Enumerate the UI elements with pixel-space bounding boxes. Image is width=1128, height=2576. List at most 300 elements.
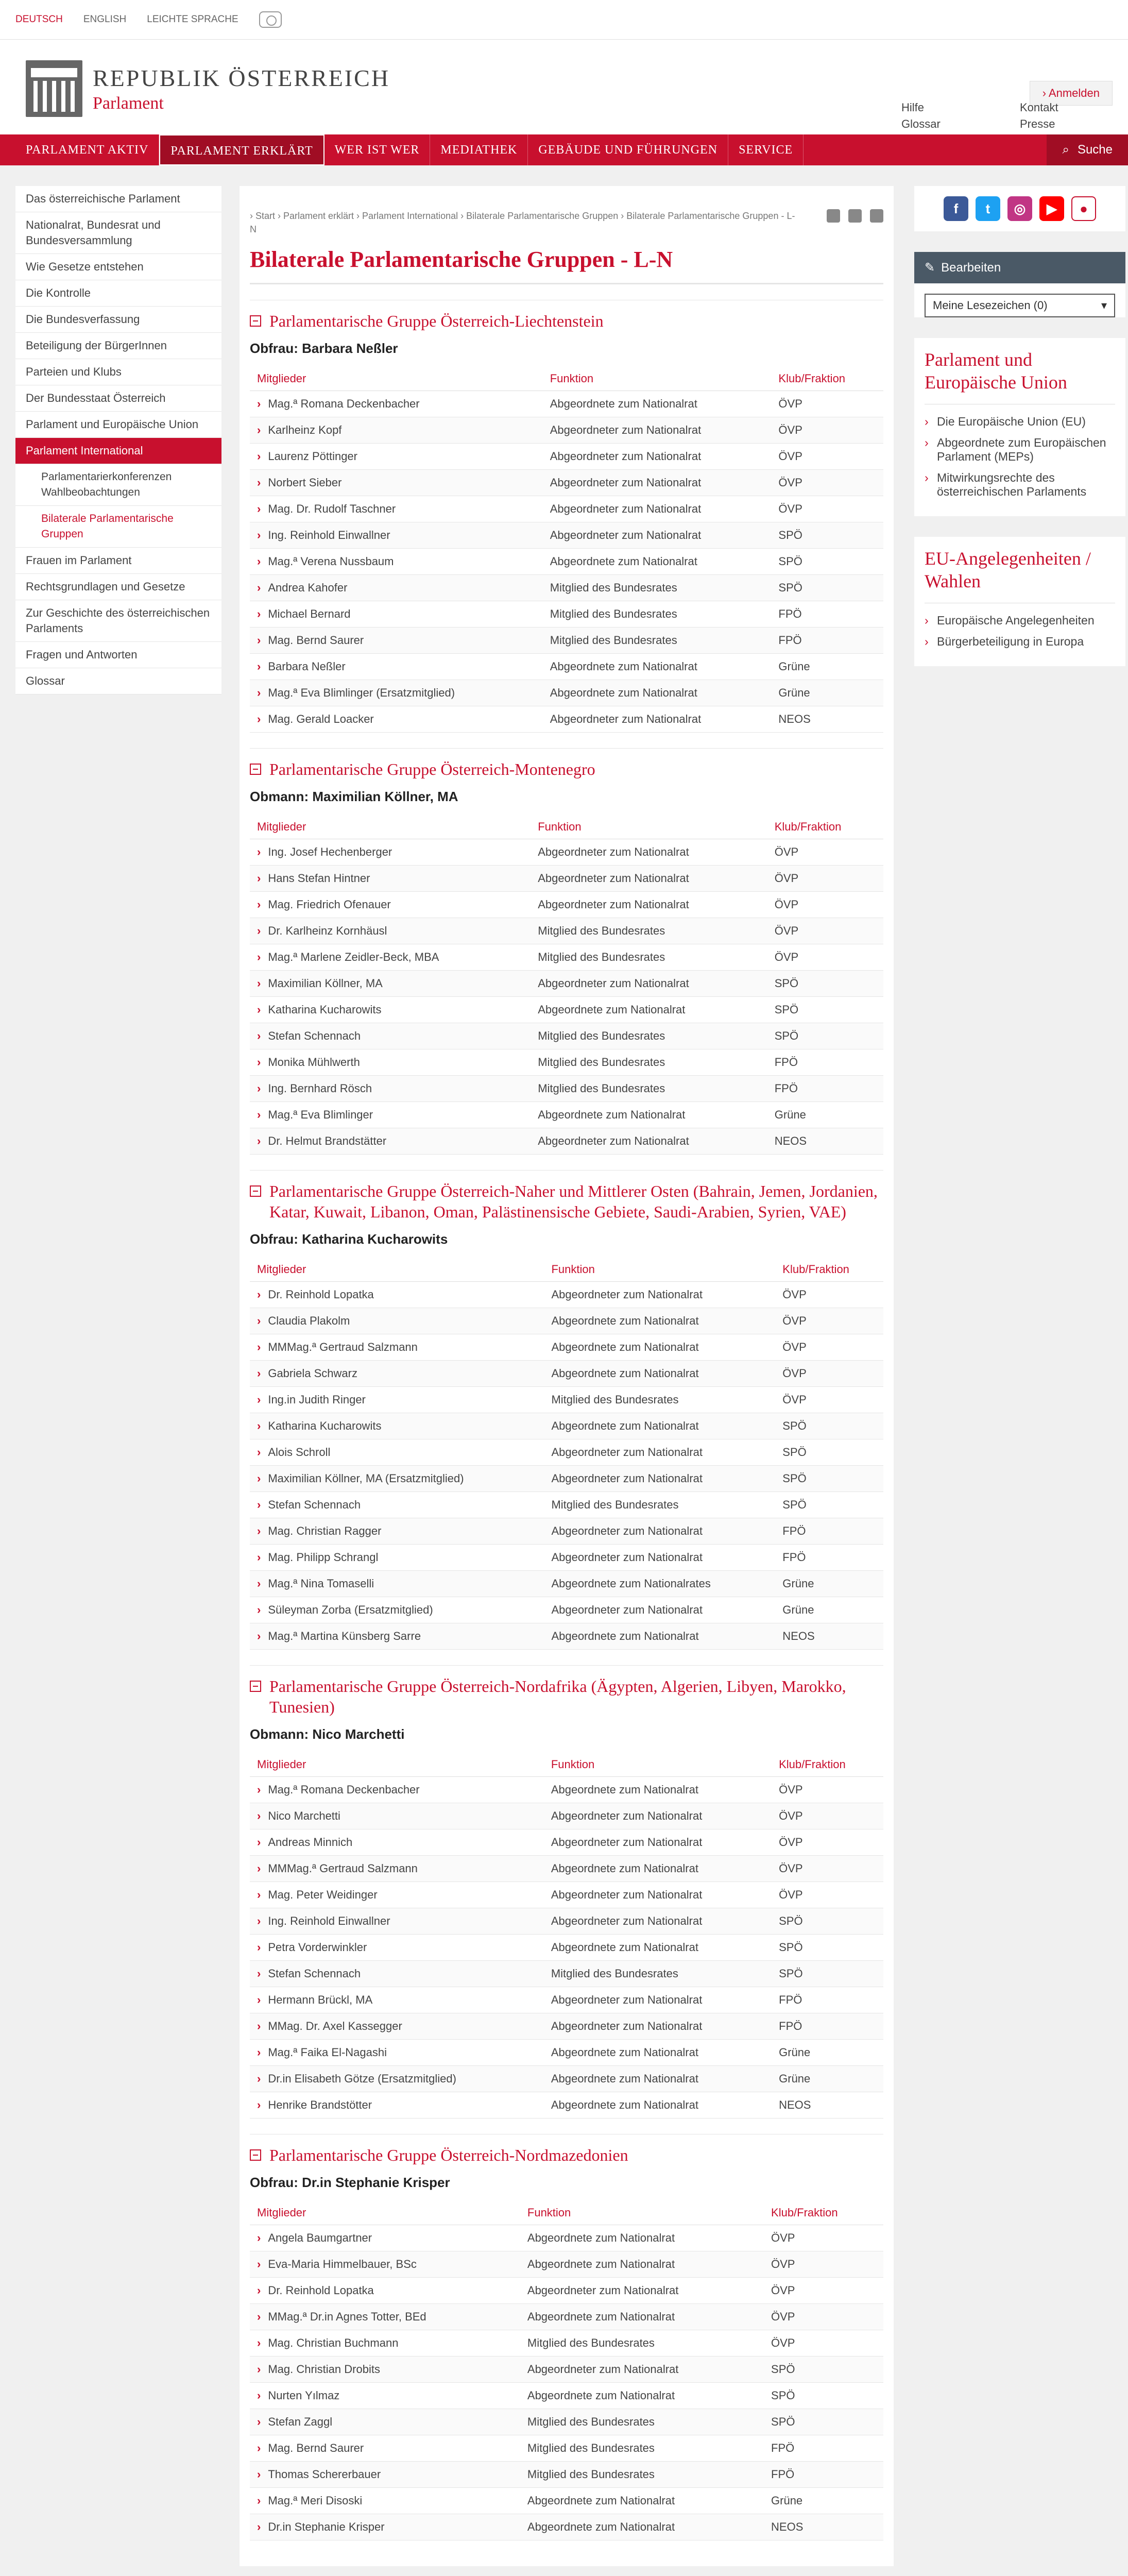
member-name[interactable]: › Alois Schroll [250,1439,544,1466]
member-club: ÖVP [767,866,883,892]
sign-language-icon[interactable] [259,11,282,28]
social-box [914,186,1125,231]
members-table [250,1258,883,1650]
member-name[interactable]: › Stefan Schennach [250,1961,544,1987]
table-row [250,1308,883,1334]
member-name[interactable]: › Dr. Helmut Brandstätter [250,1128,531,1155]
member-name[interactable]: › Nico Marchetti [250,1803,544,1829]
member-club: SPÖ [764,2409,883,2435]
table-row [250,1102,883,1128]
login-button[interactable]: › Anmelden [1030,81,1113,106]
collapse-icon[interactable] [250,764,261,775]
member-function: Abgeordnete zum Nationalrat [520,2251,764,2278]
member-function: Abgeordneter zum Nationalrat [543,417,772,444]
sidebar-item[interactable]: Die Bundesverfassung [15,307,221,333]
member-club: ÖVP [767,944,883,971]
member-function: Mitglied des Bundesrates [543,601,772,628]
member-function: Abgeordnete zum Nationalrat [544,1334,775,1361]
table-row [250,944,883,971]
group-chair: Obfrau: Katharina Kucharowits [250,1231,448,1247]
member-name[interactable]: › Henrike Brandstötter [250,2092,544,2119]
sidebar-item[interactable]: Glossar [15,668,221,694]
nav-wer-ist-wer[interactable]: WER IST WER [324,134,431,165]
member-name[interactable]: › Ing. Reinhold Einwallner [250,522,543,549]
nav-service[interactable]: SERVICE [728,134,804,165]
sidebar-item[interactable]: Fragen und Antworten [15,642,221,668]
col-header-club[interactable]: Klub/Fraktion [775,1258,883,1282]
group-chair: Obmann: Maximilian Köllner, MA [250,789,458,804]
member-name[interactable]: › Ing. Bernhard Rösch [250,1076,531,1102]
member-function: Abgeordneter zum Nationalrat [543,470,772,496]
nav-gebaeude[interactable]: GEBÄUDE UND FÜHRUNGEN [528,134,728,165]
search-icon: ⌕ [1062,143,1069,157]
member-name[interactable]: › Mag. Christian Buchmann [250,2330,520,2357]
bookmarks-box [914,252,1125,317]
member-name[interactable]: › Eva-Maria Himmelbauer, BSc [250,2251,520,2278]
member-name[interactable]: › Hans Stefan Hintner [250,866,531,892]
member-club: ÖVP [764,2251,883,2278]
member-function: Abgeordneter zum Nationalrat [544,1882,772,1908]
help-link[interactable]: Hilfe [901,101,925,114]
member-name[interactable]: › Dr.in Stephanie Krisper [250,2514,520,2540]
table-row [250,1413,883,1439]
group-title-text: Parlamentarische Gruppe Österreich-Nordmazedonien [269,2146,628,2164]
member-function: Abgeordneter zum Nationalrat [543,522,772,549]
table-row [250,601,883,628]
member-name[interactable]: › Andrea Kahofer [250,575,543,601]
edit-label: Bearbeiten [941,260,1001,275]
col-header-members[interactable]: Mitglieder [250,815,531,839]
col-header-club[interactable]: Klub/Fraktion [767,815,883,839]
logo-subtitle: Parlament [93,93,164,113]
member-club: Grüne [775,1597,883,1623]
table-row [250,1492,883,1518]
member-name[interactable]: › Mag.ª Romana Deckenbacher [250,391,543,417]
sidebar [15,186,221,694]
member-name[interactable]: › Thomas Schererbauer [250,2462,520,2488]
search-label: Suche [1077,143,1113,157]
member-function: Abgeordneter zum Nationalrat [544,1987,772,2013]
table-row [250,1882,883,1908]
sidebar-subitem-current[interactable]: Bilaterale Parlamentarische Gruppen [15,506,221,548]
twitter-icon[interactable]: t [976,196,1000,221]
table-row [250,1961,883,1987]
member-club: ÖVP [767,918,883,944]
table-row [250,1439,883,1466]
member-club: Grüne [772,2040,883,2066]
member-function: Abgeordneter zum Nationalrat [544,1908,772,1935]
member-function: Abgeordneter zum Nationalrat [520,2357,764,2383]
breadcrumb[interactable]: › Start › Parlament erklärt › Parlament International › Bilaterale Parlamentarische Gruppen › Bilaterale Parlamentarische Gruppen - L-N [250,211,795,234]
table-row [250,1361,883,1387]
groups-container [250,300,883,2540]
lang-deutsch[interactable]: DEUTSCH [15,14,63,25]
member-name[interactable]: › Katharina Kucharowits [250,1413,544,1439]
youtube-icon[interactable]: ▶ [1039,196,1064,221]
col-header-club[interactable]: Klub/Fraktion [772,1753,883,1777]
parliament-logo-icon [26,60,82,117]
member-name[interactable]: › Michael Bernard [250,601,543,628]
member-function: Abgeordneter zum Nationalrat [543,444,772,470]
member-function: Mitglied des Bundesrates [531,1076,767,1102]
member-function: Abgeordnete zum Nationalrat [544,1856,772,1882]
member-function: Mitglied des Bundesrates [520,2435,764,2462]
eu-affairs-link[interactable]: › Bürgerbeteiligung in Europa [925,635,1115,649]
eu-link[interactable]: › Abgeordnete zum Europäischen Parlament (MEPs) [925,436,1115,464]
member-club: SPÖ [775,1466,883,1492]
member-function: Abgeordnete zum Nationalrat [531,997,767,1023]
member-name[interactable]: › Dr. Reinhold Lopatka [250,2278,520,2304]
bookmark-icon[interactable] [870,209,883,223]
member-name[interactable]: › Mag.ª Faika El-Nagashi [250,2040,544,2066]
member-name[interactable]: › Mag.ª Nina Tomaselli [250,1571,544,1597]
member-name[interactable]: › MMMag.ª Gertraud Salzmann [250,1334,544,1361]
member-name[interactable]: › MMMag.ª Gertraud Salzmann [250,1856,544,1882]
sidebar-subitem[interactable]: Parlamentarierkonferenzen Wahlbeobachtungen [15,464,221,506]
sidebar-item[interactable]: Beteiligung der BürgerInnen [15,333,221,359]
member-function: Abgeordnete zum Nationalrat [520,2225,764,2251]
member-function: Abgeordneter zum Nationalrat [544,1282,775,1308]
table-row [250,444,883,470]
sidebar-item[interactable]: Der Bundesstaat Österreich [15,385,221,412]
eu-link[interactable]: › Die Europäische Union (EU) [925,415,1115,429]
member-function: Mitglied des Bundesrates [543,575,772,601]
share-icon[interactable] [848,209,862,223]
logo[interactable] [26,60,390,117]
table-row [250,997,883,1023]
member-club: SPÖ [771,549,883,575]
members-table [250,2201,883,2540]
member-club: ÖVP [771,417,883,444]
table-row [250,1023,883,1049]
member-name[interactable]: › Dr. Reinhold Lopatka [250,1282,544,1308]
member-club: SPÖ [764,2383,883,2409]
member-name[interactable]: › Hermann Brückl, MA [250,1987,544,2013]
sidebar-item[interactable]: Rechtsgrundlagen und Gesetze [15,574,221,600]
member-name[interactable]: › Katharina Kucharowits [250,997,531,1023]
member-club: ÖVP [772,1856,883,1882]
member-club: SPÖ [771,522,883,549]
member-name[interactable]: › Maximilian Köllner, MA (Ersatzmitglied) [250,1466,544,1492]
member-function: Abgeordnete zum Nationalrates [544,1571,775,1597]
table-row [250,654,883,680]
collapse-icon[interactable] [250,315,261,327]
login-label: Anmelden [1048,87,1100,99]
member-function: Mitglied des Bundesrates [543,628,772,654]
member-name[interactable]: › Dr. Karlheinz Kornhäusl [250,918,531,944]
member-name[interactable]: › Angela Baumgartner [250,2225,520,2251]
member-function: Mitglied des Bundesrates [520,2462,764,2488]
member-function: Abgeordnete zum Nationalrat [520,2383,764,2409]
table-row [250,628,883,654]
member-club: FPÖ [772,1987,883,2013]
member-club: ÖVP [775,1308,883,1334]
member-function: Abgeordnete zum Nationalrat [544,1413,775,1439]
sidebar-item[interactable]: Nationalrat, Bundesrat und Bundesversammlung [15,212,221,254]
member-name[interactable]: › MMag. Dr. Axel Kassegger [250,2013,544,2040]
eu-affairs-title: EU-Angelegenheiten / Wahlen [925,547,1115,603]
sidebar-item[interactable]: Wie Gesetze entstehen [15,254,221,280]
member-function: Abgeordnete zum Nationalrat [544,2066,772,2092]
main-content [240,186,894,2566]
member-name[interactable]: › Stefan Zaggl [250,2409,520,2435]
member-function: Abgeordnete zum Nationalrat [520,2514,764,2540]
table-row [250,2357,883,2383]
table-row [250,839,883,866]
member-name[interactable]: › Stefan Schennach [250,1492,544,1518]
member-club: NEOS [767,1128,883,1155]
member-function: Abgeordneter zum Nationalrat [531,1128,767,1155]
member-name[interactable]: › Nurten Yılmaz [250,2383,520,2409]
group-chair: Obfrau: Barbara Neßler [250,341,398,356]
member-function: Abgeordnete zum Nationalrat [544,1308,775,1334]
member-function: Abgeordnete zum Nationalrat [543,391,772,417]
table-row [250,1282,883,1308]
sidebar-item[interactable]: Die Kontrolle [15,280,221,307]
member-name[interactable]: › Claudia Plakolm [250,1308,544,1334]
col-header-function[interactable]: Funktion [543,367,772,391]
sidebar-item-parlament-international[interactable]: Parlament International [15,438,221,464]
table-row [250,1987,883,2013]
group-title-text: Parlamentarische Gruppe Österreich-Nordafrika (Ägypten, Algerien, Libyen, Marokko, Tunesien) [269,1677,846,1716]
member-name[interactable]: › Mag. Peter Weidinger [250,1882,544,1908]
sidebar-item[interactable]: Das österreichische Parlament [15,186,221,212]
member-name[interactable]: › Mag. Bernd Saurer [250,628,543,654]
service-links [901,101,1123,131]
member-name[interactable]: › Mag. Christian Ragger [250,1518,544,1545]
table-row [250,417,883,444]
sidebar-item[interactable]: Zur Geschichte des österreichischen Parlaments [15,600,221,642]
members-table [250,1753,883,2119]
press-link[interactable]: Presse [1020,117,1055,130]
member-name[interactable]: › Norbert Sieber [250,470,543,496]
table-row [250,1334,883,1361]
col-header-function[interactable]: Funktion [544,1258,775,1282]
member-function: Mitglied des Bundesrates [531,944,767,971]
group-title-text: Parlamentarische Gruppe Österreich-Montenegro [269,760,595,778]
table-row [250,2040,883,2066]
table-row [250,575,883,601]
search-button[interactable] [1047,134,1128,165]
lang-leichte-sprache[interactable]: LEICHTE SPRACHE [147,14,238,25]
member-function: Mitglied des Bundesrates [520,2409,764,2435]
member-name[interactable]: › Mag.ª Martina Künsberg Sarre [250,1623,544,1650]
table-row [250,2435,883,2462]
member-club: FPÖ [775,1518,883,1545]
table-row [250,1049,883,1076]
table-row [250,522,883,549]
member-function: Abgeordneter zum Nationalrat [544,1518,775,1545]
member-function: Abgeordneter zum Nationalrat [544,1466,775,1492]
member-club: SPÖ [775,1439,883,1466]
facebook-icon[interactable]: f [944,196,968,221]
member-name[interactable]: › Karlheinz Kopf [250,417,543,444]
nav-parlament-erklaert[interactable]: PARLAMENT ERKLÄRT [159,134,324,165]
table-row [250,1856,883,1882]
col-header-members[interactable]: Mitglieder [250,2201,520,2225]
member-club: FPÖ [771,601,883,628]
table-row [250,2278,883,2304]
nav-mediathek[interactable]: MEDIATHEK [430,134,528,165]
member-name[interactable]: › Mag.ª Meri Disoski [250,2488,520,2514]
member-club: NEOS [775,1623,883,1650]
group-title[interactable] [250,759,883,779]
table-row [250,2383,883,2409]
col-header-members[interactable]: Mitglieder [250,1753,544,1777]
member-function: Abgeordneter zum Nationalrat [544,2013,772,2040]
member-club: SPÖ [772,1961,883,1987]
member-name[interactable]: › Mag.ª Eva Blimlinger [250,1102,531,1128]
nav-parlament-aktiv[interactable]: PARLAMENT AKTIV [15,134,159,165]
member-name[interactable]: › Mag. Friedrich Ofenauer [250,892,531,918]
member-club: Grüne [771,654,883,680]
chevron-down-icon: ▾ [1101,299,1107,312]
table-row [250,680,883,706]
collapse-icon[interactable] [250,2149,261,2161]
member-name[interactable]: › Mag. Christian Drobits [250,2357,520,2383]
member-club: NEOS [771,706,883,733]
table-row [250,1935,883,1961]
member-function: Abgeordneter zum Nationalrat [543,706,772,733]
member-club: SPÖ [772,1908,883,1935]
collapse-icon[interactable] [250,1185,261,1197]
member-club: Grüne [764,2488,883,2514]
eu-affairs-box [914,537,1125,666]
sidebar-item[interactable]: Parlament und Europäische Union [15,412,221,438]
member-club: SPÖ [771,575,883,601]
edit-bookmarks[interactable] [914,252,1125,283]
table-row [250,1829,883,1856]
member-name[interactable]: › Mag. Philipp Schrangl [250,1545,544,1571]
member-function: Abgeordneter zum Nationalrat [520,2278,764,2304]
group-title[interactable] [250,1676,883,1717]
eu-box [914,338,1125,516]
member-name[interactable]: › Stefan Schennach [250,1023,531,1049]
table-row [250,1545,883,1571]
glossary-link[interactable]: Glossar [901,117,941,130]
table-row [250,1518,883,1545]
eu-title: Parlament und Europäische Union [925,348,1115,404]
member-name[interactable]: › Andreas Minnich [250,1829,544,1856]
member-function: Mitglied des Bundesrates [531,1023,767,1049]
member-name[interactable]: › Ing. Josef Hechenberger [250,839,531,866]
group-title[interactable] [250,2145,883,2165]
member-club: ÖVP [775,1334,883,1361]
table-row [250,892,883,918]
member-name[interactable]: › Gabriela Schwarz [250,1361,544,1387]
table-row [250,1076,883,1102]
group-title[interactable] [250,311,883,331]
table-row [250,470,883,496]
member-club: ÖVP [764,2304,883,2330]
member-club: ÖVP [771,470,883,496]
member-name[interactable]: › Süleyman Zorba (Ersatzmitglied) [250,1597,544,1623]
print-icon[interactable] [827,209,840,223]
member-club: ÖVP [771,496,883,522]
sidebar-item[interactable]: Frauen im Parlament [15,548,221,574]
member-function: Abgeordneter zum Nationalrat [531,866,767,892]
member-name[interactable]: › Monika Mühlwerth [250,1049,531,1076]
col-header-function[interactable]: Funktion [544,1753,772,1777]
language-bar [0,0,1128,39]
member-name[interactable]: › MMag.ª Dr.in Agnes Totter, BEd [250,2304,520,2330]
member-name[interactable]: › Ing.in Judith Ringer [250,1387,544,1413]
col-header-club[interactable]: Klub/Fraktion [771,367,883,391]
member-name[interactable]: › Mag.ª Marlene Zeidler-Beck, MBA [250,944,531,971]
table-row [250,1777,883,1803]
member-function: Abgeordnete zum Nationalrat [543,549,772,575]
member-name[interactable]: › Mag.ª Verena Nussbaum [250,549,543,575]
table-row [250,1387,883,1413]
member-function: Mitglied des Bundesrates [520,2330,764,2357]
member-name[interactable]: › Mag. Dr. Rudolf Taschner [250,496,543,522]
instagram-icon[interactable]: ◎ [1007,196,1032,221]
member-name[interactable]: › Dr.in Elisabeth Götze (Ersatzmitglied) [250,2066,544,2092]
collapse-icon[interactable] [250,1681,261,1692]
member-club: Grüne [767,1102,883,1128]
member-name[interactable]: › Ing. Reinhold Einwallner [250,1908,544,1935]
member-club: ÖVP [775,1387,883,1413]
col-header-members[interactable]: Mitglieder [250,1258,544,1282]
member-name[interactable]: › Mag.ª Romana Deckenbacher [250,1777,544,1803]
member-club: NEOS [764,2514,883,2540]
member-club: ÖVP [772,1882,883,1908]
eu-link[interactable]: › Mitwirkungsrechte des österreichischen Parlaments [925,471,1115,499]
member-name[interactable]: › Mag.ª Eva Blimlinger (Ersatzmitglied) [250,680,543,706]
col-header-function[interactable]: Funktion [531,815,767,839]
col-header-members[interactable]: Mitglieder [250,367,543,391]
member-name[interactable]: › Laurenz Pöttinger [250,444,543,470]
member-name[interactable]: › Mag. Gerald Loacker [250,706,543,733]
logo-title: REPUBLIK ÖSTERREICH [93,64,390,91]
member-club: FPÖ [767,1049,883,1076]
member-function: Abgeordnete zum Nationalrat [520,2304,764,2330]
member-club: Grüne [772,2066,883,2092]
table-row [250,2225,883,2251]
table-row [250,2488,883,2514]
member-function: Abgeordnete zum Nationalrat [543,680,772,706]
contact-link[interactable]: Kontakt [1020,101,1058,114]
group-title-text: Parlamentarische Gruppe Österreich-Liechtenstein [269,312,604,330]
member-name[interactable]: › Barbara Neßler [250,654,543,680]
member-name[interactable]: › Mag. Bernd Saurer [250,2435,520,2462]
flickr-icon[interactable]: ● [1071,196,1096,221]
member-function: Abgeordnete zum Nationalrat [544,1361,775,1387]
page-tools [827,209,883,223]
col-header-club[interactable]: Klub/Fraktion [764,2201,883,2225]
edit-icon: ✎ [925,261,935,275]
group-section [250,300,883,733]
member-club: FPÖ [775,1545,883,1571]
bookmarks-select[interactable] [925,294,1115,317]
col-header-function[interactable]: Funktion [520,2201,764,2225]
group-title[interactable] [250,1181,883,1222]
group-chair: Obfrau: Dr.in Stephanie Krisper [250,2175,450,2190]
member-function: Abgeordnete zum Nationalrat [544,1935,772,1961]
member-name[interactable]: › Maximilian Köllner, MA [250,971,531,997]
table-row [250,866,883,892]
table-row [250,549,883,575]
lang-english[interactable]: ENGLISH [83,14,127,25]
sidebar-item[interactable]: Parteien und Klubs [15,359,221,385]
table-row [250,1597,883,1623]
table-row [250,2092,883,2119]
member-name[interactable]: › Petra Vorderwinkler [250,1935,544,1961]
table-row [250,2330,883,2357]
member-function: Abgeordneter zum Nationalrat [544,1439,775,1466]
table-row [250,2066,883,2092]
eu-affairs-link[interactable]: › Europäische Angelegenheiten [925,614,1115,628]
